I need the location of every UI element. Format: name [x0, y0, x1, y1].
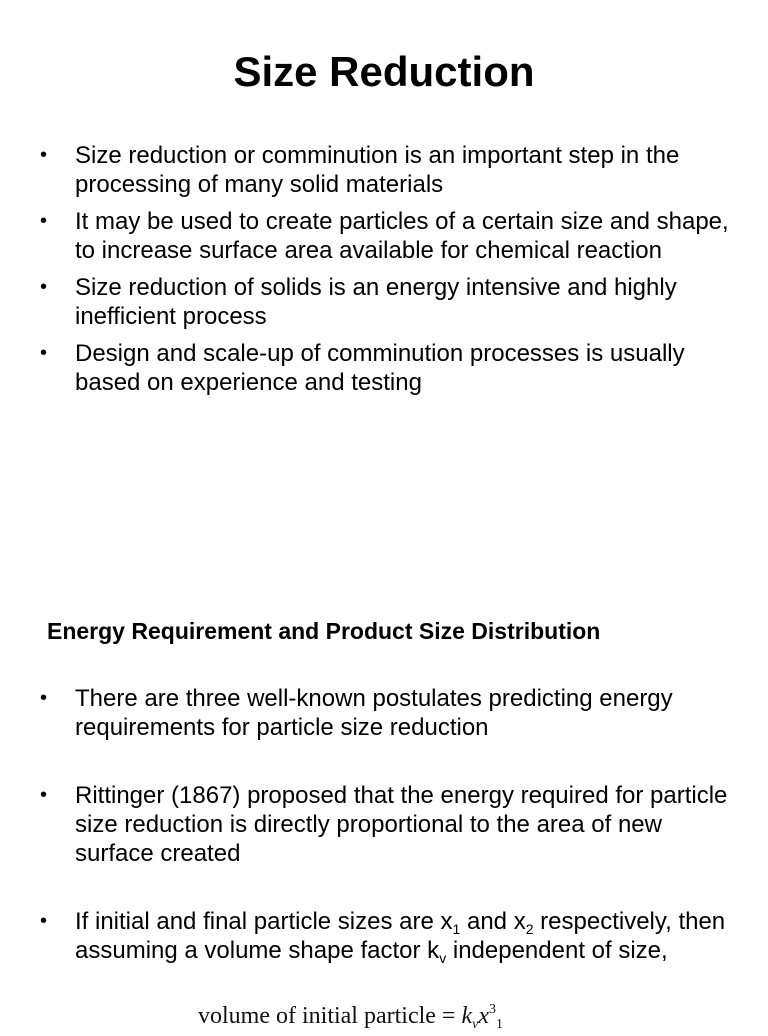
section-heading: Energy Requirement and Product Size Distribution [47, 618, 601, 644]
bullet-icon: • [40, 210, 48, 232]
list-item [40, 273, 740, 331]
subscript: v [439, 950, 447, 966]
formula-x: x [478, 1003, 489, 1029]
bullet-text-part: respectively, then assuming a volume shape factor k [75, 908, 726, 964]
list-item [40, 207, 740, 265]
bullet-icon: • [40, 687, 48, 709]
bullet-icon: • [40, 276, 48, 298]
intro-bullet-list [40, 141, 740, 405]
volume-formula [198, 996, 598, 1030]
bullet-text: Size reduction or comminution is an important step in the processing of many solid materials [75, 142, 680, 198]
list-item [40, 339, 740, 397]
energy-bullet-list [40, 684, 740, 965]
bullet-text-part: independent of size, [446, 937, 668, 964]
bullet-text [75, 908, 725, 964]
subscript: 1 [452, 921, 461, 937]
formula-k: k [461, 1003, 473, 1029]
page-title: Size Reduction [233, 48, 535, 95]
formula-lhs: volume of initial particle = [198, 1003, 462, 1029]
bullet-icon: • [40, 910, 48, 932]
bullet-icon: • [40, 342, 48, 364]
list-item [40, 141, 740, 199]
list-item [40, 907, 740, 965]
formula-k-subscript: v [472, 1017, 479, 1032]
bullet-text: Rittinger (1867) proposed that the energy required for particle size reduction is directly proportional to the area of new surface created [75, 782, 728, 867]
subscript: 2 [525, 921, 534, 937]
formula-x-superscript: 3 [489, 1002, 496, 1017]
bullet-text: Size reduction of solids is an energy intensive and highly inefficient process [75, 274, 677, 330]
list-item [40, 684, 740, 742]
bullet-text: There are three well-known postulates predicting energy requirements for particle size reduction [75, 685, 673, 741]
bullet-text-part: If initial and final particle sizes are x [75, 908, 453, 935]
bullet-text: It may be used to create particles of a certain size and shape, to increase surface area available for chemical reaction [75, 208, 729, 264]
formula-x-subscript: 1 [496, 1017, 503, 1032]
list-item [40, 781, 740, 868]
bullet-text-part: and x [460, 908, 526, 935]
bullet-icon: • [40, 784, 48, 806]
bullet-text: Design and scale-up of comminution processes is usually based on experience and testing [75, 340, 685, 396]
bullet-icon: • [40, 144, 48, 166]
